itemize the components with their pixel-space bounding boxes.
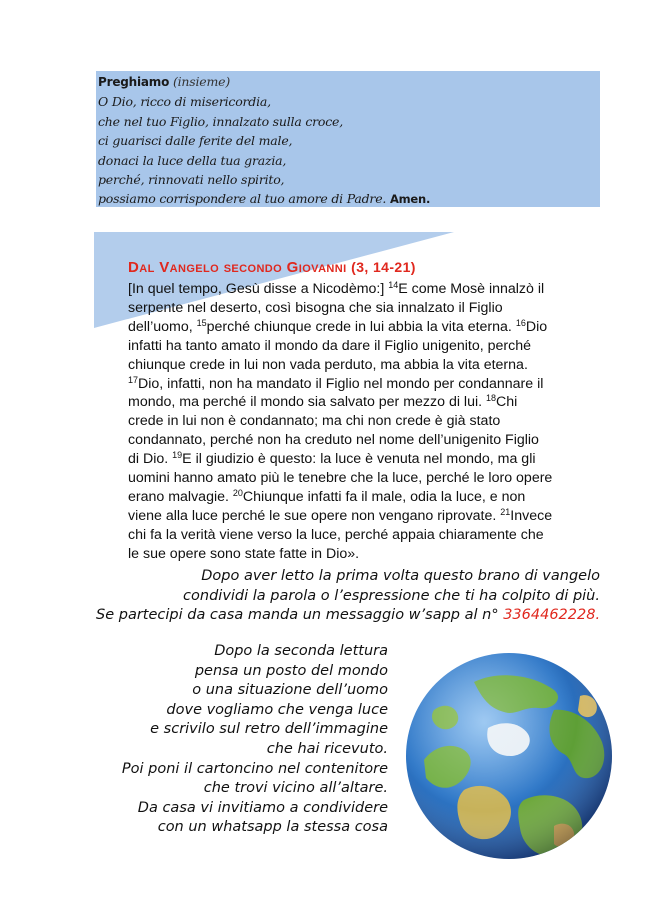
gospel-line [128,450,598,469]
second-reading-instructions [80,642,388,838]
gospel-text-run: le sue opere sono state fatte in Dio». [128,545,360,562]
gospel-line [128,393,598,412]
instruction-line: pensa un posto del mondo [194,662,388,679]
prayer-line: possiamo corrispondere al tuo amore di Padre. [98,191,387,207]
prayer-line: O Dio, ricco di misericordia, [98,94,271,110]
prayer-block [98,72,598,210]
gospel-line [128,469,598,488]
instruction-line: Poi poni il cartoncino nel contenitore [121,760,388,777]
gospel-text-run: E come Mosè innalzò il [398,281,545,297]
verse-number: 17 [128,374,139,385]
gospel-text-run: Dio, infatti, non ha mandato il Figlio nel mondo per condannare il [138,375,544,392]
instruction-line: o una situazione dell’uomo [192,682,388,699]
gospel-text-run: condannato, perché non ha creduto nel nome dell’unigenito Figlio [128,432,539,449]
gospel-line [128,337,598,356]
prayer-line-last [98,189,598,209]
instruction-line: e scrivilo sul retro dell’immagine [150,721,388,738]
verse-number: 16 [515,317,526,328]
gospel-line [128,488,598,507]
gospel-line [128,280,598,299]
verse-number: 20 [232,487,243,498]
prayer-line: perché, rinnovati nello spirito, [98,172,285,188]
prayer-heading [98,72,598,92]
gospel-title-text: Dal Vangelo secondo Giovanni [128,259,347,276]
gospel-text-run: crede in lui non è condannato; ma chi non crede è già stato [128,413,501,430]
phone-number: 3364462228. [503,607,601,624]
prayer-line: che nel tuo Figlio, innalzato sulla croce, [98,113,344,129]
prayer-line: donaci la luce della tua grazia, [98,152,287,168]
verse-number: 15 [196,317,207,328]
first-reading-instructions [96,567,600,626]
gospel-line [128,507,598,526]
verse-number: 14 [388,280,399,290]
gospel-text-run: Chiunque infatti fa il male, odia la luce, e non [242,488,526,505]
gospel-text [128,280,598,564]
gospel-text-run: serpente nel deserto, così bisogna che sia innalzato il Figlio [128,299,503,316]
prayer-line: ci guarisci dalle ferite del male, [98,133,293,149]
gospel-text-run: di Dio. [128,451,173,468]
prayer-title: Preghiamo [98,75,170,89]
gospel-line [128,299,598,318]
home-message-text: Se partecipi da casa manda un messaggio w’sapp al n° [96,607,499,624]
gospel-text-run: Chi [496,394,518,411]
earth-globe-image [404,650,614,862]
verse-number: 19 [172,450,183,461]
gospel-text-run: mondo, ma perché il mondo sia salvato per mezzo di lui. [128,394,487,411]
prayer-subtitle: (insieme) [172,74,230,89]
instruction-line: dove vogliamo che venga luce [166,701,388,718]
gospel-text-run: dell’uomo, [128,318,197,335]
instruction-line: che hai ricevuto. [266,740,388,757]
gospel-reference: (3, 14-21) [351,259,416,275]
gospel-text-run: uomini hanno amato più le tenebre che la luce, perché le loro opere [128,470,553,487]
instruction-line: che trovi vicino all’altare. [203,780,388,797]
home-message-line [96,606,600,626]
instruction-line: Dopo la seconda lettura [214,643,388,659]
gospel-text-run: chi fa la verità viene verso la luce, perché appaia chiaramente che [128,526,544,543]
gospel-line [128,318,598,337]
gospel-text-run: [In quel tempo, Gesù disse a Nicodèmo:] [128,281,389,297]
gospel-line [128,545,598,564]
gospel-line [128,431,598,450]
instruction-line: Dopo aver letto la prima volta questo brano di vangelo [201,568,600,584]
gospel-text-run: E il giudizio è questo: la luce è venuta nel mondo, ma gli [182,451,536,468]
gospel-line [128,526,598,545]
gospel-line [128,412,598,431]
gospel-line [128,375,598,394]
verse-number: 21 [500,506,511,517]
gospel-text-run: erano malvagie. [128,488,233,505]
prayer-amen: Amen. [389,192,431,207]
gospel-text-run: Dio [525,318,548,335]
gospel-text-run: Invece [510,507,553,524]
instruction-line: con un whatsapp la stessa cosa [157,819,388,836]
instruction-line: Da casa vi invitiamo a condividere [137,799,388,816]
gospel-text-run: viene alla luce perché le sue opere non vengano riprovate. [128,507,501,524]
gospel-text-run: chiunque crede in lui non vada perduto, ma abbia la vita eterna. [128,356,528,373]
instruction-line: condividi la parola o l’espressione che ti ha colpito di più. [183,587,600,604]
gospel-text-run: infatti ha tanto amato il mondo da dare il Figlio unigenito, perché [128,337,532,354]
gospel-text-run: perché chiunque crede in lui abbia la vita eterna. [206,318,516,335]
gospel-title [128,259,416,276]
gospel-line [128,356,598,375]
verse-number: 18 [486,393,497,404]
